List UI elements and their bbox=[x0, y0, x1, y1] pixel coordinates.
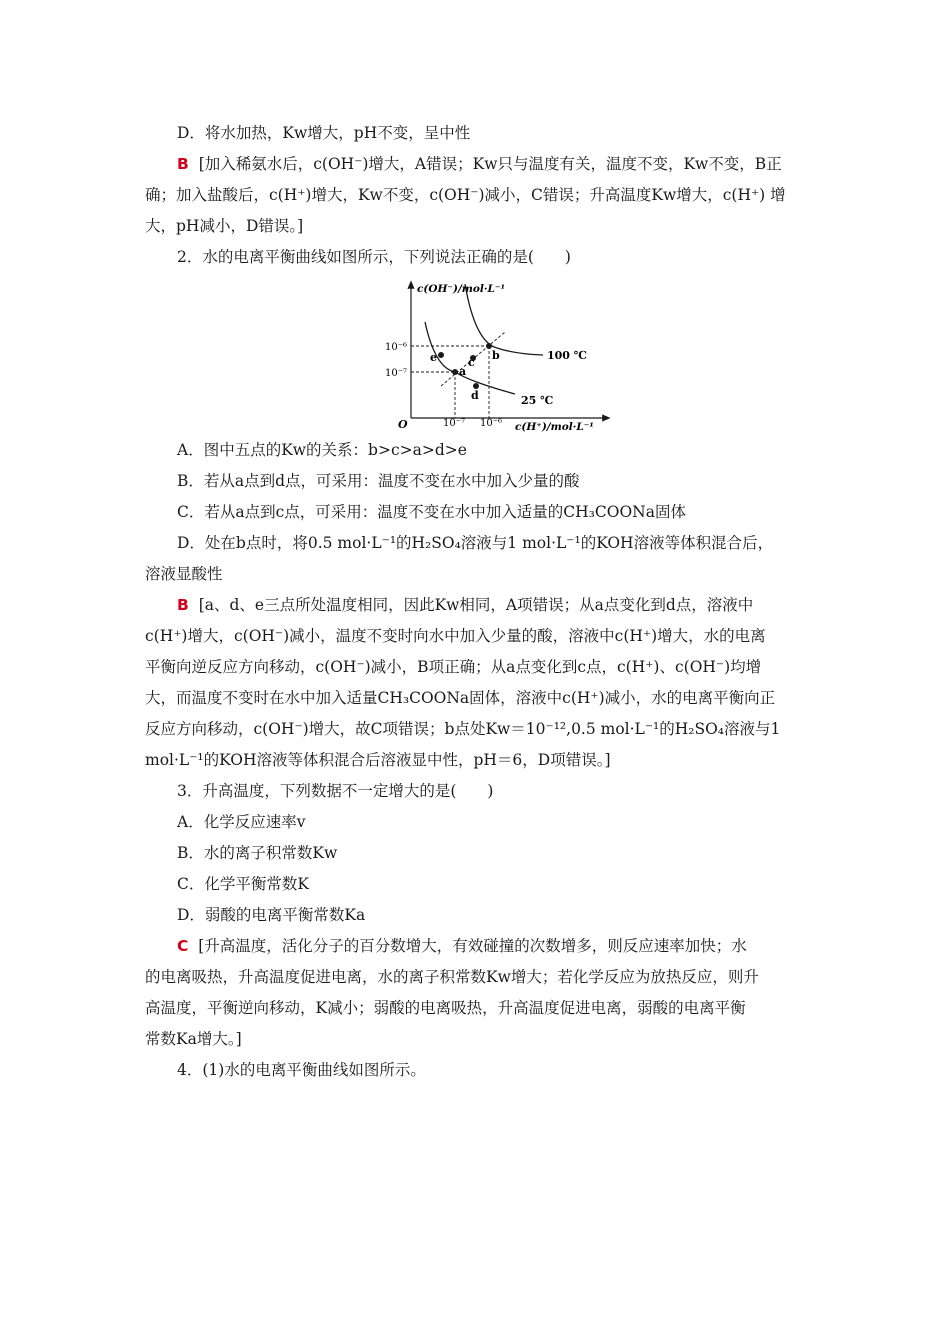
q1-answer-letter: B bbox=[177, 155, 189, 173]
q3-stem: 3．升高温度，下列数据不一定增大的是( ) bbox=[177, 782, 494, 800]
q2-answer-text-1: [a、d、e三点所处温度相同，因此Kw相同，A项错误；从a点变化到d点，溶液中 bbox=[198, 596, 754, 614]
y-tick-label: 10⁻⁷ bbox=[385, 368, 408, 379]
q1-answer-line-2: 确；加入盐酸后，c(H⁺)增大，Kw不变，c(OH⁻)减小，C错误；升高温度Kw增大，c(H⁺) 增 bbox=[145, 186, 786, 204]
point-label-e: e bbox=[430, 351, 437, 364]
q3-answer-line-3: 高温度，平衡逆向移动，K减小；弱酸的电离吸热，升高温度促进电离，弱酸的电离平衡 bbox=[145, 999, 746, 1017]
q2-answer-letter: B bbox=[177, 596, 189, 614]
q1-answer-text-1: [加入稀氨水后，c(OH⁻)增大，A错误；Kw只与温度有关，温度不变，Kw不变，B正 bbox=[198, 155, 782, 173]
q4-stem: 4．(1)水的电离平衡曲线如图所示。 bbox=[177, 1061, 426, 1079]
q3-option-b: B．水的离子积常数Kw bbox=[177, 844, 338, 862]
point-a bbox=[452, 369, 458, 375]
y-axis-label: c(OH⁻)/mol·L⁻¹ bbox=[417, 283, 506, 295]
q2-option-a: A．图中五点的Kw的关系：b>c>a>d>e bbox=[177, 441, 467, 459]
q2-answer-line-4: 大，而温度不变时在水中加入适量CH₃COONa固体，溶液中c(H⁺)减小，水的电离平衡向正 bbox=[145, 689, 776, 707]
q3-answer-line-4: 常数Ka增大。] bbox=[145, 1030, 242, 1048]
q3-option-a: A．化学反应速率v bbox=[177, 813, 306, 831]
series-label-100c: 100 ℃ bbox=[547, 349, 587, 362]
q2-option-b: B．若从a点到d点，可采用：温度不变在水中加入少量的酸 bbox=[177, 472, 580, 490]
point-label-d: d bbox=[471, 389, 479, 402]
q3-answer-line-1 bbox=[177, 936, 747, 956]
point-label-b: b bbox=[492, 349, 500, 362]
water-ionization-chart bbox=[375, 278, 615, 434]
point-e bbox=[438, 352, 444, 358]
x-tick-label: 10⁻⁶ bbox=[480, 418, 503, 429]
q2-option-d: D．处在b点时，将0.5 mol·L⁻¹的H₂SO₄溶液与1 mol·L⁻¹的KOH溶液等体积混合后， bbox=[177, 534, 774, 552]
point-label-c: c bbox=[468, 356, 475, 369]
q2-answer-line-3: 平衡向逆反应方向移动，c(OH⁻)减小，B项正确；从a点变化到c点，c(H⁺)、c(OH⁻)均增 bbox=[145, 658, 762, 676]
q2-answer-line-1 bbox=[177, 595, 753, 615]
origin-label: O bbox=[398, 418, 408, 431]
q1-answer-line-3: 大，pH减小，D错误。] bbox=[145, 217, 304, 235]
q2-answer-line-6: mol·L⁻¹的KOH溶液等体积混合后溶液显中性，pH＝6，D项错误。] bbox=[145, 751, 611, 769]
q2-stem: 2．水的电离平衡曲线如图所示，下列说法正确的是( ) bbox=[177, 248, 571, 266]
q3-answer-line-2: 的电离吸热，升高温度促进电离，水的离子积常数Kw增大；若化学反应为放热反应，则升 bbox=[145, 968, 759, 986]
q3-answer-text-1: [升高温度，活化分子的百分数增大，有效碰撞的次数增多，则反应速率加快；水 bbox=[198, 937, 747, 955]
q2-option-d-cont: 溶液显酸性 bbox=[145, 565, 223, 583]
q3-option-c: C．化学平衡常数K bbox=[177, 875, 309, 893]
q3-option-d: D．弱酸的电离平衡常数Ka bbox=[177, 906, 366, 924]
q2-option-c: C．若从a点到c点，可采用：温度不变在水中加入适量的CH₃COONa固体 bbox=[177, 503, 686, 521]
q2-answer-line-2: c(H⁺)增大，c(OH⁻)减小，温度不变时向水中加入少量的酸，溶液中c(H⁺)增大，水的电离 bbox=[145, 627, 766, 645]
y-tick-label: 10⁻⁶ bbox=[385, 342, 408, 353]
q1-answer-line-1 bbox=[177, 154, 782, 174]
q1-option-d: D．将水加热，Kw增大，pH不变，呈中性 bbox=[177, 124, 471, 142]
x-axis-label: c(H⁺)/mol·L⁻¹ bbox=[515, 421, 594, 433]
x-tick-label: 10⁻⁷ bbox=[443, 418, 466, 429]
q2-answer-line-5: 反应方向移动，c(OH⁻)增大，故C项错误；b点处Kw＝10⁻¹²,0.5 mol·L⁻¹的H₂SO₄溶液与1 bbox=[145, 720, 781, 738]
series-label-25c: 25 ℃ bbox=[521, 394, 554, 407]
q3-answer-letter: C bbox=[177, 937, 189, 955]
point-label-a: a bbox=[459, 365, 467, 378]
